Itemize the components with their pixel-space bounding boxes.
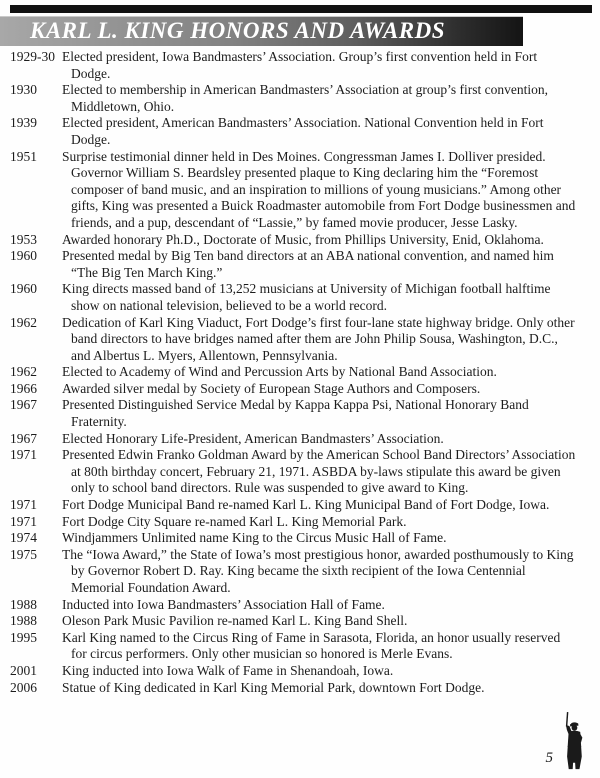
entry-year: 1971: [10, 447, 37, 463]
entry-year: 1962: [10, 314, 37, 330]
entry-year: 2001: [10, 662, 37, 678]
award-entry: [10, 547, 578, 597]
entry-text: Awarded honorary Ph.D., Doctorate of Music, from Phillips University, Enid, Oklahoma.: [62, 231, 544, 247]
entry-text: The “Iowa Award,” the State of Iowa’s most prestigious honor, awarded posthumously to King by Governor Robert D. Ray. King became the sixth recipient of the Iowa Centennial Memorial Foundation Award.: [62, 546, 574, 595]
entry-year: 1930: [10, 82, 37, 98]
entry-year: 1953: [10, 231, 37, 247]
award-entry: [10, 381, 578, 398]
entry-text: Elected Honorary Life-President, American Bandmasters’ Association.: [62, 430, 444, 446]
awards-list: [10, 49, 578, 696]
entry-year: 1951: [10, 148, 37, 164]
award-entry: [10, 630, 578, 663]
award-entry: [10, 680, 578, 697]
award-entry: [10, 281, 578, 314]
entry-text: Elected president, Iowa Bandmasters’ Association. Group’s first convention held in Fort Dodge.: [62, 49, 538, 81]
entry-year: 1960: [10, 281, 37, 297]
title-banner: [0, 16, 523, 46]
award-entry: [10, 315, 578, 365]
award-entry: [10, 115, 578, 148]
entry-text: Inducted into Iowa Bandmasters’ Association Hall of Fame.: [62, 596, 385, 612]
page-number: 5: [545, 750, 553, 766]
entry-year: 2006: [10, 679, 37, 695]
entry-text: Fort Dodge Municipal Band re-named Karl L. King Municipal Band of Fort Dodge, Iowa.: [62, 497, 550, 513]
entry-text: King inducted into Iowa Walk of Fame in Shenandoah, Iowa.: [62, 662, 394, 678]
entry-text: Dedication of Karl King Viaduct, Fort Dodge’s first four-lane state highway bridge. Only other band directors to have bridges named after them are John Philip Sousa, Washington, D.C., and Albertus L. Myers, Allentown, Pennsylvania.: [62, 314, 575, 363]
award-entry: [10, 613, 578, 630]
entry-text: Statue of King dedicated in Karl King Memorial Park, downtown Fort Dodge.: [62, 679, 485, 695]
conductor-silhouette-icon: [558, 711, 587, 773]
award-entry: [10, 514, 578, 531]
award-entry: [10, 232, 578, 249]
entry-text: Karl King named to the Circus Ring of Fame in Sarasota, Florida, an honor usually reserved for circus performers. Only other musician so honored is Merle Evans.: [62, 629, 561, 662]
award-entry: [10, 431, 578, 448]
entry-year: 1960: [10, 248, 37, 264]
award-entry: [10, 597, 578, 614]
entry-year: 1988: [10, 613, 37, 629]
award-entry: [10, 364, 578, 381]
entry-text: Presented Distinguished Service Medal by Kappa Kappa Psi, National Honorary Band Fraternity.: [62, 397, 529, 430]
entry-text: King directs massed band of 13,252 musicians at University of Michigan football halftime show on national television, believed to be a world record.: [62, 281, 551, 313]
award-entry: [10, 397, 578, 430]
entry-year: 1966: [10, 380, 37, 396]
entry-year: 1967: [10, 430, 37, 446]
entry-text: Presented Edwin Franko Goldman Award by the American School Band Directors’ Association at 80th birthday concert, February 21, 1971. ASBDA by-laws stipulate this award be given only to school band directors. Rule was suspended to give award to King.: [62, 447, 576, 496]
entry-text: Windjammers Unlimited name King to the Circus Music Hall of Fame.: [62, 530, 447, 546]
entry-year: 1971: [10, 497, 37, 513]
award-entry: [10, 82, 578, 115]
award-entry: [10, 49, 578, 82]
entry-year: 1939: [10, 115, 37, 131]
top-rule-bar: [10, 5, 592, 13]
award-entry: [10, 497, 578, 514]
entry-text: Elected to membership in American Bandmasters’ Association at group’s first convention, Middletown, Ohio.: [62, 82, 549, 114]
entry-year: 1975: [10, 546, 37, 562]
award-entry: [10, 663, 578, 680]
entry-year: 1962: [10, 364, 37, 380]
entry-year: 1971: [10, 513, 37, 529]
award-entry: [10, 447, 578, 497]
entry-text: Awarded silver medal by Society of European Stage Authors and Composers.: [62, 380, 481, 396]
entry-text: Elected to Academy of Wind and Percussion Arts by National Band Association.: [62, 364, 497, 380]
entry-text: Presented medal by Big Ten band directors at an ABA national convention, and named him “The Big Ten March King.”: [62, 248, 554, 280]
award-entry: [10, 149, 578, 232]
entry-year: 1988: [10, 596, 37, 612]
entry-year: 1929-30: [10, 49, 55, 64]
page-title: KARL L. KING HONORS AND AWARDS: [30, 18, 446, 43]
entry-year: 1967: [10, 397, 37, 413]
award-entry: [10, 530, 578, 547]
entry-text: Elected president, American Bandmasters’ Association. National Convention held in Fort Dodge.: [62, 115, 544, 147]
page-footer: [546, 711, 588, 773]
entry-text: Fort Dodge City Square re-named Karl L. King Memorial Park.: [62, 513, 407, 529]
entry-text: Surprise testimonial dinner held in Des Moines. Congressman James I. Dolliver presided. Governor William S. Beardsley presented plaque to King declaring him the “Foremost composer of band music, and an inspiration to millions of young musicians.” Among other gifts, King was presented a Buick Roadmaster automobile from Fort Dodge businessmen and friends, and a pup, descendant of “Lassie,” by famed movie producer, Jesse Lasky.: [62, 148, 576, 230]
entry-year: 1974: [10, 530, 37, 546]
award-entry: [10, 248, 578, 281]
entry-text: Oleson Park Music Pavilion re-named Karl L. King Band Shell.: [62, 613, 408, 629]
entry-year: 1995: [10, 629, 37, 645]
